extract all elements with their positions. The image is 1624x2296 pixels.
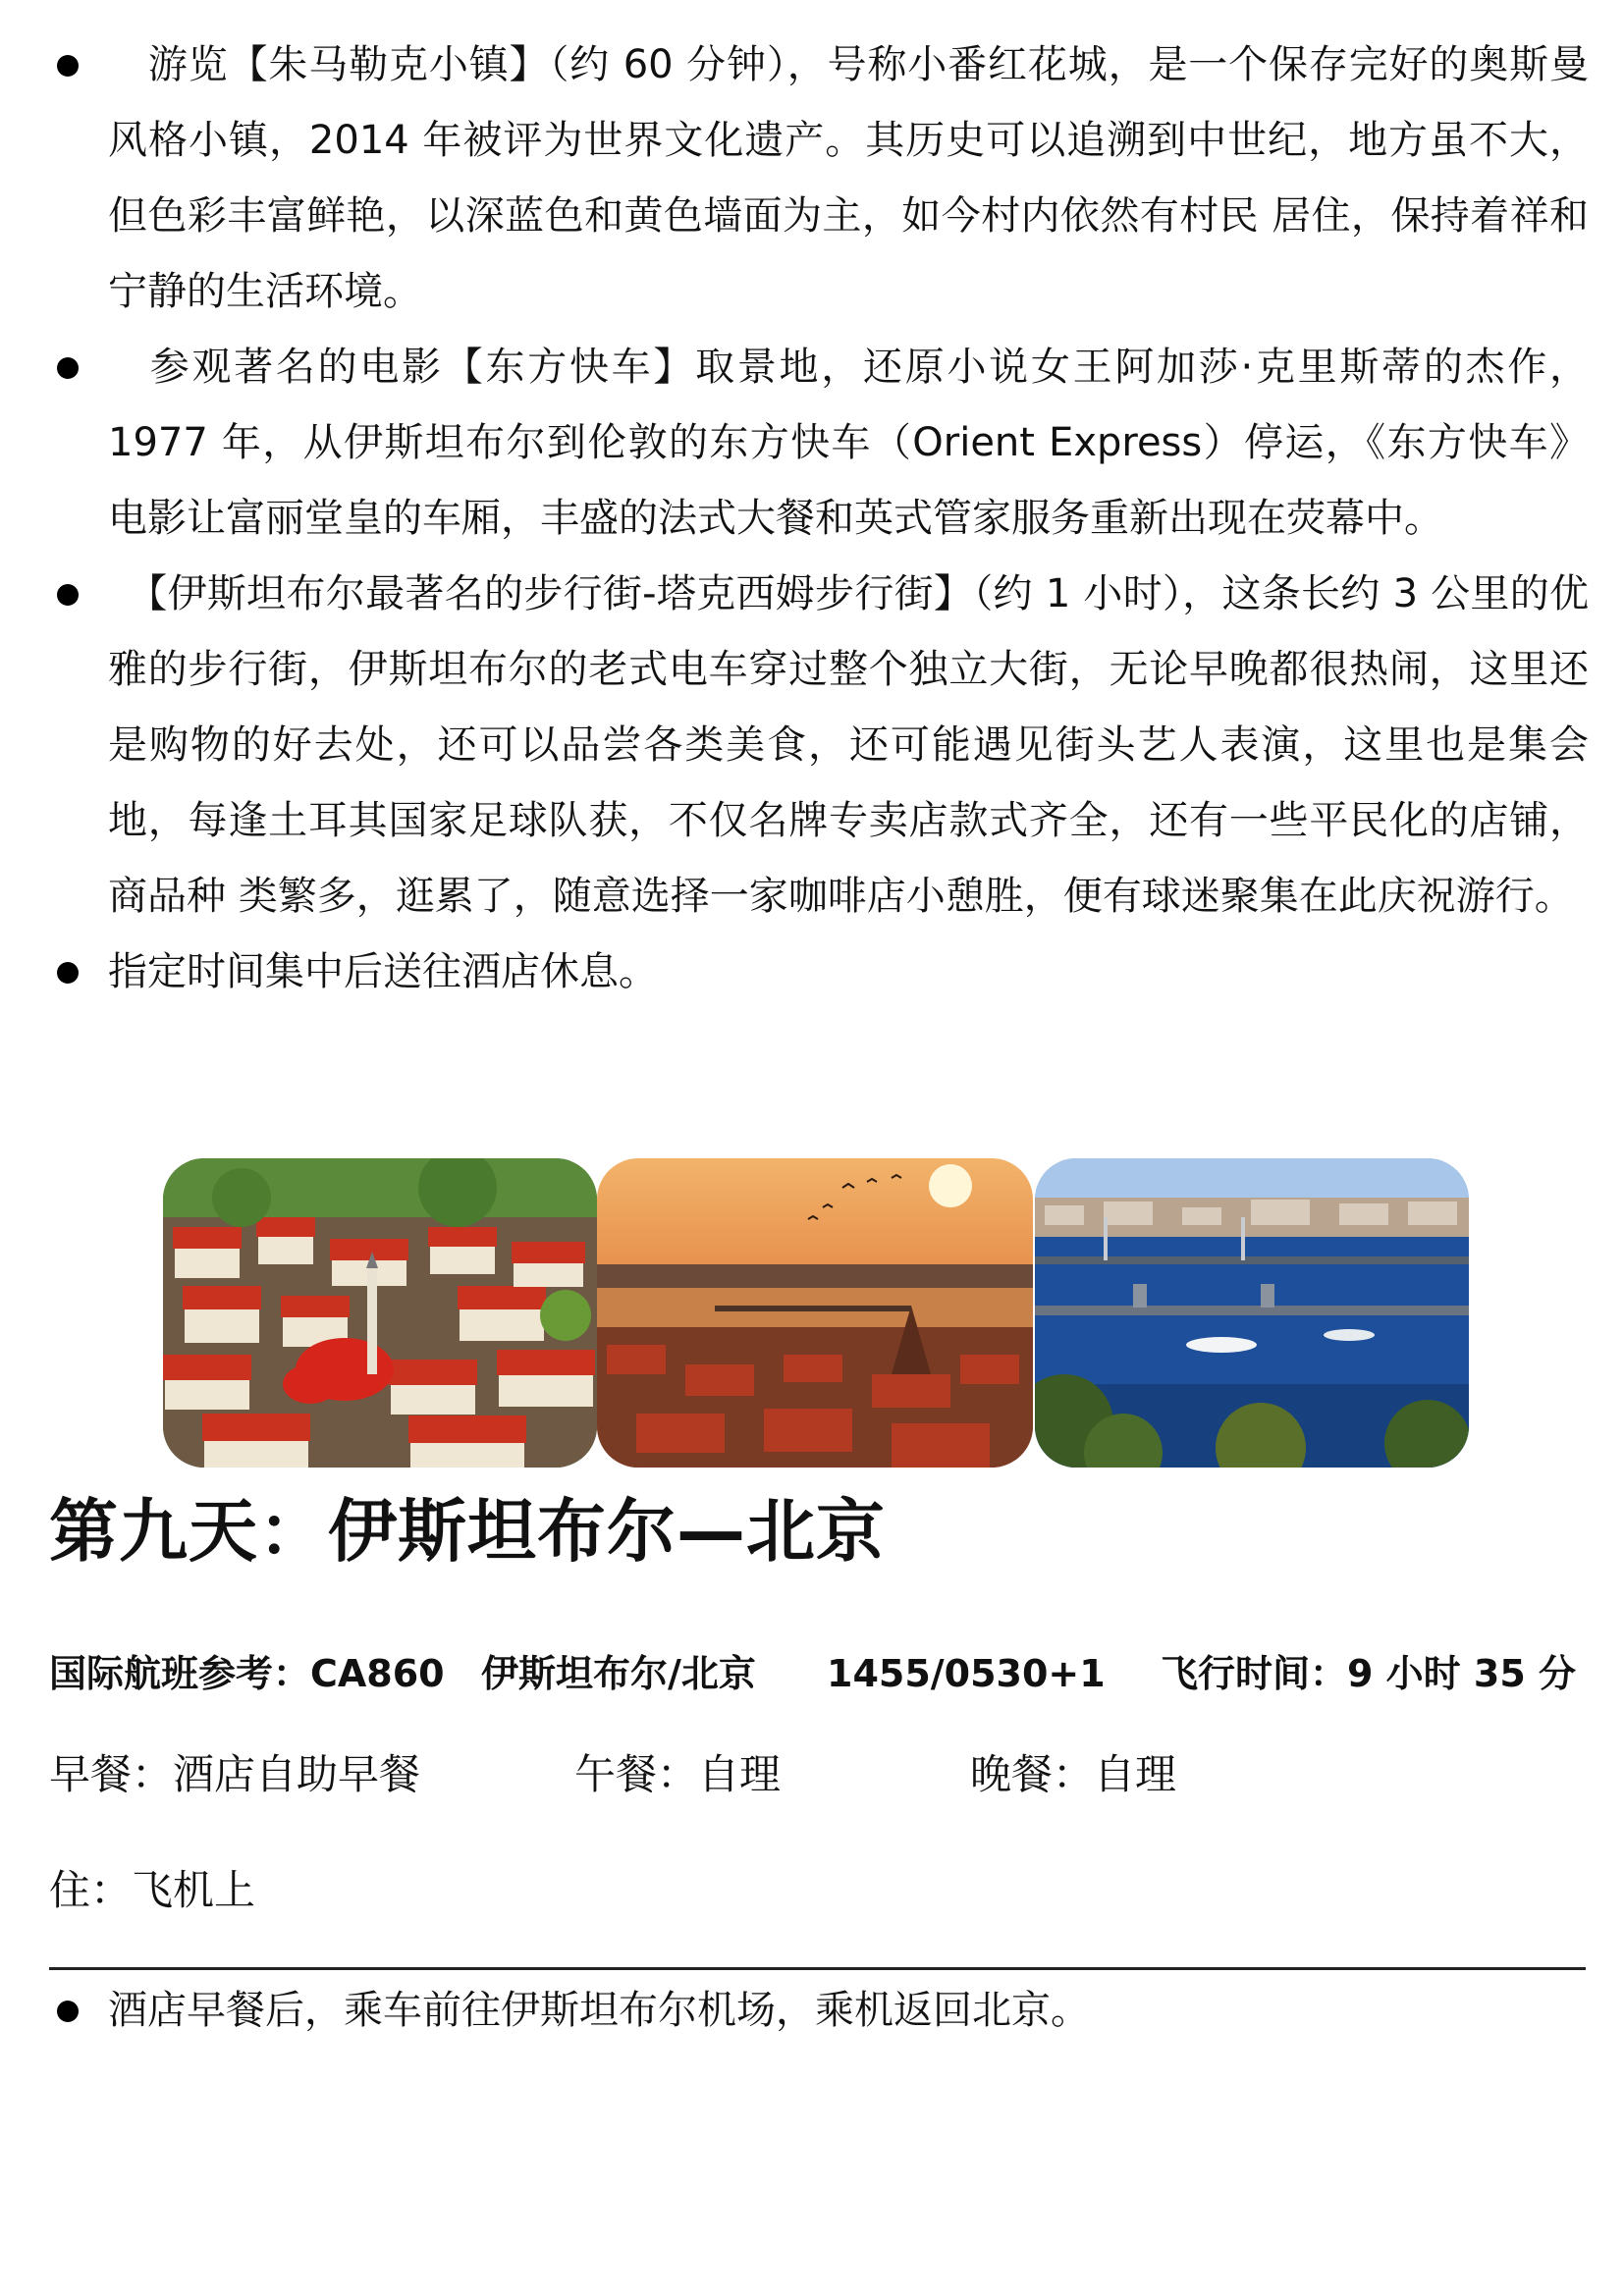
meal-info xyxy=(49,1747,1600,1802)
list-item xyxy=(47,330,1589,557)
list-item xyxy=(47,27,1589,330)
flight-times: 1455/0530+1 xyxy=(827,1652,1106,1695)
photo-strip xyxy=(163,1158,1469,1468)
sunset-city-photo xyxy=(597,1158,1033,1468)
list-item xyxy=(47,1973,1589,2049)
flight-number: 国际航班参考：CA860 xyxy=(49,1652,445,1695)
bullet-text: 指定时间集中后送往酒店休息。 xyxy=(108,949,658,994)
flight-info xyxy=(49,1649,1600,1698)
bullet-text: 酒店早餐后，乘车前往伊斯坦布尔机场，乘机返回北京。 xyxy=(108,1988,1090,2033)
bullet-text: 游览【朱马勒克小镇】（约 60 分钟），号称小番红花城，是一个保存完好的奥斯曼风格小镇，2014 年被评为世界文化遗产。其历史可以追溯到中世纪，地方虽不大，但色彩丰富鲜艳，以深蓝色和黄色墙面为主，如今村内依然有村民 居住，保持着祥和宁静的生活环境。 xyxy=(108,42,1589,314)
bullet-dot-icon xyxy=(57,584,79,606)
bullet-text: 参观著名的电影【东方快车】取景地，还原小说女王阿加莎·克里斯蒂的杰作，1977 年，从伊斯坦布尔到伦敦的东方快车（Orient Express）停运，《东方快车》电影让富丽堂皇的车厢，丰盛的法式大餐和英式管家服务重新出现在荧幕中。 xyxy=(108,345,1589,541)
divider xyxy=(49,1967,1586,1970)
lunch-text: 午餐：自理 xyxy=(574,1750,782,1798)
day-title: 第九天：伊斯坦布尔—北京 xyxy=(49,1491,886,1572)
bridge-photo xyxy=(1035,1158,1469,1468)
town-photo xyxy=(163,1158,597,1468)
bullet-dot-icon xyxy=(57,2001,79,2022)
list-item xyxy=(47,557,1589,934)
flight-route: 伊斯坦布尔/北京 xyxy=(481,1652,756,1695)
bullet-dot-icon xyxy=(57,357,79,379)
breakfast-text: 早餐：酒店自助早餐 xyxy=(49,1750,421,1798)
flight-duration: 飞行时间：9 小时 35 分 xyxy=(1161,1652,1577,1695)
bullet-text: 【伊斯坦布尔最著名的步行街-塔克西姆步行街】（约 1 小时），这条长约 3 公里的优雅的步行街，伊斯坦布尔的老式电车穿过整个独立大街，无论早晚都很热闹，这里还是购物的好去处，还可以品尝各类美食，还可能遇见街头艺人表演，这里也是集会地，每逢土耳其国家足球队获，不仅名牌专卖店款式齐全，还有一些平民化的店铺，商品种 类繁多，逛累了，随意选择一家咖啡店小憩胜，便有球迷聚集在此庆祝游行。 xyxy=(108,571,1589,919)
dinner-text: 晚餐：自理 xyxy=(970,1750,1177,1798)
list-item xyxy=(47,934,1589,1010)
itinerary-bullet-list xyxy=(47,27,1589,1010)
bullet-dot-icon xyxy=(57,55,79,77)
accommodation-text: 住：飞机上 xyxy=(49,1866,256,1914)
day-bullet-list xyxy=(47,1973,1589,2049)
bullet-dot-icon xyxy=(57,962,79,984)
